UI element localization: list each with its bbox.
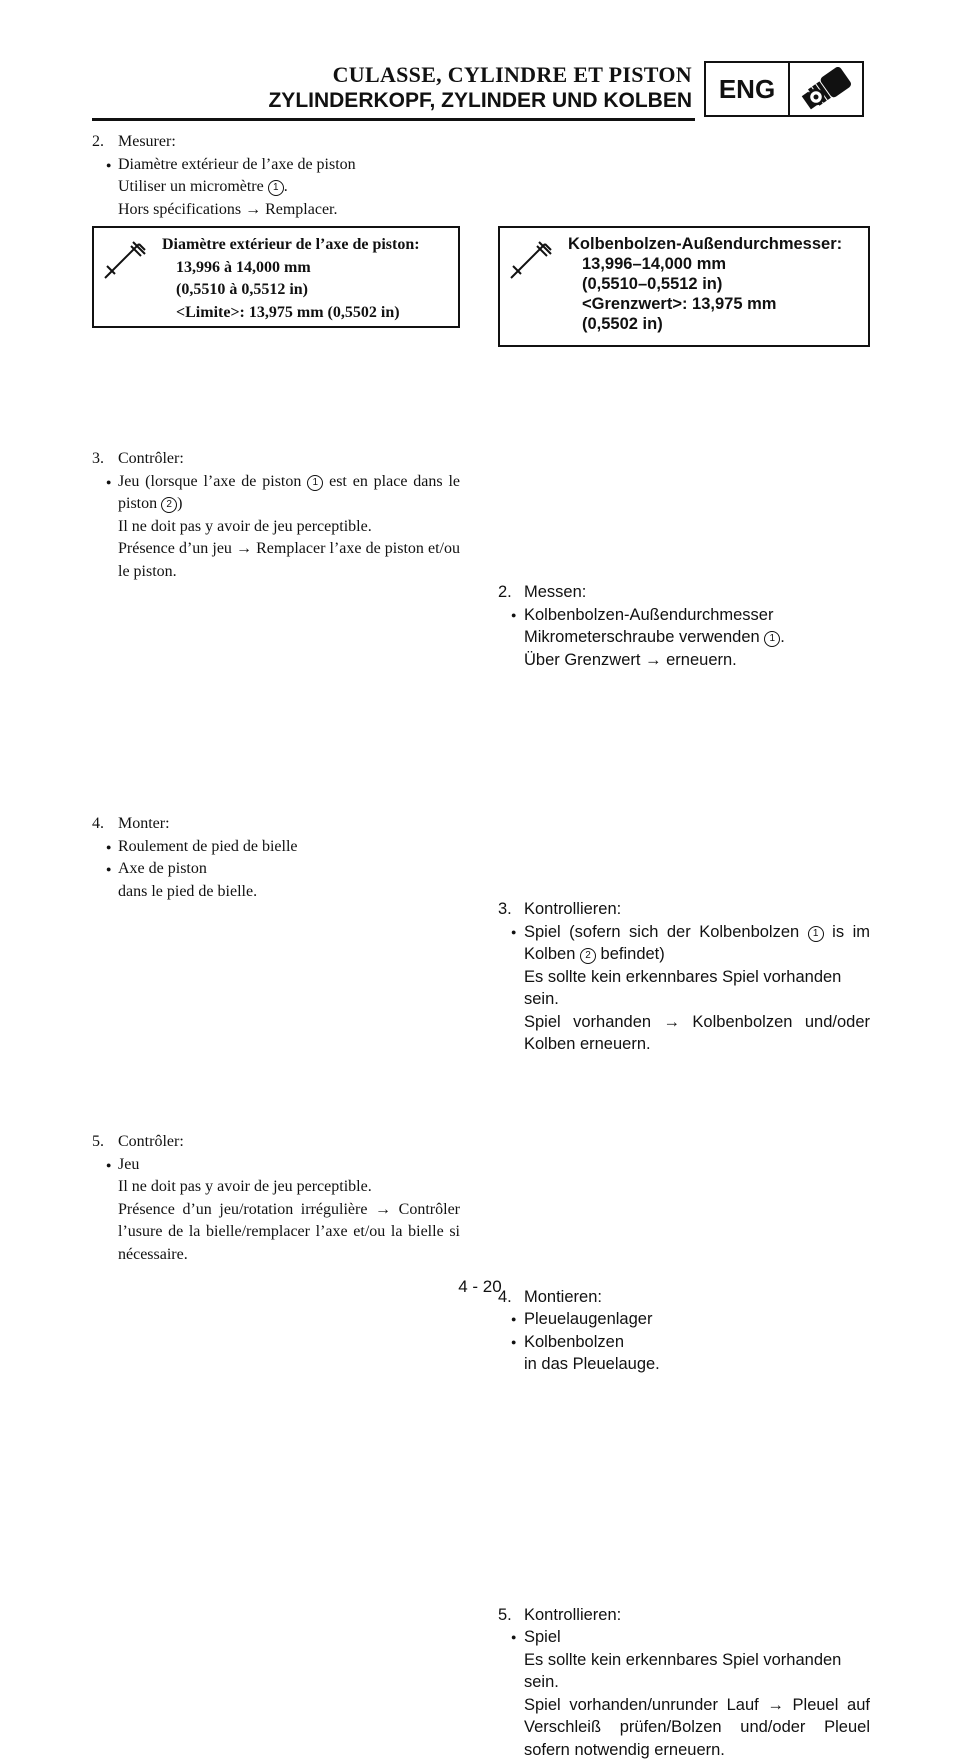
instruction-line: Il ne doit pas y avoir de jeu perceptible. — [118, 1176, 460, 1199]
spec-title: Diamètre extérieur de l’axe de piston: — [162, 234, 458, 257]
fr-step-5 — [92, 1131, 460, 1266]
instruction-line: Hors spécifications → Remplacer. — [118, 199, 460, 222]
instruction-line: in das Pleuelauge. — [524, 1353, 870, 1376]
page-number: 4 - 20 — [0, 1277, 960, 1297]
bullet-item: ● Diamètre extérieur de l’axe de piston — [118, 154, 460, 177]
bullet-item: ● Pleuelaugenlager — [524, 1308, 870, 1331]
callout-ref: 1 — [808, 926, 824, 942]
instruction-line: Utiliser un micromètre 1 . — [118, 176, 460, 199]
instruction-line: Spiel vorhanden/unrunder Lauf → Pleuel auf Verschleiß prüfen/Bolzen und/oder Pleuel sofern notwendig erneuern. — [524, 1694, 870, 1761]
bullet-item: ● Jeu (lorsque l’axe de piston 1 est en place dans le piston 2 ) — [118, 471, 460, 516]
instruction-line: Présence d’un jeu/rotation irrégulière → Contrôler l’usure de la bielle/remplacer l’axe et/ou la bielle si nécessaire. — [118, 1199, 460, 1267]
spec-limit: <Limite>: 13,975 mm (0,5502 in) — [162, 302, 458, 325]
step-number: 4. — [498, 1286, 512, 1309]
bullet-item: ● Jeu — [118, 1154, 460, 1177]
eng-badge-label: ENG — [706, 63, 790, 115]
step-heading: Montieren: — [524, 1286, 870, 1309]
spec-value: 13,996 à 14,000 mm — [162, 257, 458, 280]
bullet-item: ● Roulement de pied de bielle — [118, 836, 460, 859]
step-number: 3. — [92, 448, 104, 471]
engine-piston-icon — [790, 63, 862, 115]
section-title-french: CULASSE, CYLINDRE ET PISTON — [333, 62, 692, 88]
de-step-5 — [498, 1604, 870, 1761]
bullet-item: ● Kolbenbolzen-Außendurchmesser — [524, 604, 870, 627]
fr-step-4 — [92, 813, 460, 903]
callout-ref: 1 — [268, 180, 284, 196]
instruction-line: Es sollte kein erkennbares Spiel vorhanden sein. — [524, 966, 870, 1011]
step-heading: Kontrollieren: — [524, 898, 870, 921]
step-number: 5. — [498, 1604, 512, 1627]
header-rule — [92, 118, 695, 121]
spec-title: Kolbenbolzen-Außendurchmesser: — [568, 234, 868, 254]
callout-ref: 1 — [307, 475, 323, 491]
spec-limit: (0,5502 in) — [568, 314, 868, 334]
step-number: 2. — [498, 581, 512, 604]
bullet-item: ● Spiel (sofern sich der Kolbenbolzen 1 is im Kolben 2 befindet) — [524, 921, 870, 966]
de-step-4 — [498, 1286, 870, 1376]
step-number: 3. — [498, 898, 512, 921]
spec-value: 13,996–14,000 mm — [568, 254, 868, 274]
instruction-line: Spiel vorhanden → Kolbenbolzen und/oder Kolben erneuern. — [524, 1011, 870, 1056]
step-heading: Monter: — [118, 813, 460, 836]
step-heading: Kontrollieren: — [524, 1604, 870, 1627]
step-number: 2. — [92, 131, 104, 154]
step-heading: Contrôler: — [118, 1131, 460, 1154]
spec-limit: <Grenzwert>: 13,975 mm — [568, 294, 868, 314]
instruction-line: Il ne doit pas y avoir de jeu perceptible. — [118, 516, 460, 539]
step-number: 5. — [92, 1131, 104, 1154]
step-heading: Contrôler: — [118, 448, 460, 471]
de-spec-box — [498, 226, 870, 347]
de-step-3 — [498, 898, 870, 1056]
caliper-icon — [94, 228, 154, 326]
bullet-item: ● Spiel — [524, 1626, 870, 1649]
section-title-german: ZYLINDERKOPF, ZYLINDER UND KOLBEN — [268, 89, 692, 113]
instruction-line: Über Grenzwert → erneuern. — [524, 649, 870, 672]
instruction-line: Mikrometerschraube verwenden 1 . — [524, 626, 870, 649]
fr-step-2 — [92, 131, 460, 221]
bullet-item: ● Axe de piston — [118, 858, 460, 881]
spec-value: (0,5510 à 0,5512 in) — [162, 279, 458, 302]
callout-ref: 2 — [161, 497, 177, 513]
step-number: 4. — [92, 813, 104, 836]
callout-ref: 2 — [580, 948, 596, 964]
de-step-2 — [498, 581, 870, 671]
instruction-line: Présence d’un jeu → Remplacer l’axe de piston et/ou le piston. — [118, 538, 460, 583]
callout-ref: 1 — [764, 631, 780, 647]
eng-badge — [704, 61, 864, 117]
spec-value: (0,5510–0,5512 in) — [568, 274, 868, 294]
bullet-item: ● Kolbenbolzen — [524, 1331, 870, 1354]
caliper-icon — [500, 228, 560, 345]
step-heading: Messen: — [524, 581, 870, 604]
fr-step-3 — [92, 448, 460, 583]
fr-spec-box — [92, 226, 460, 328]
instruction-line: dans le pied de bielle. — [118, 881, 460, 904]
instruction-line: Es sollte kein erkennbares Spiel vorhanden sein. — [524, 1649, 870, 1694]
step-heading: Mesurer: — [118, 131, 460, 154]
